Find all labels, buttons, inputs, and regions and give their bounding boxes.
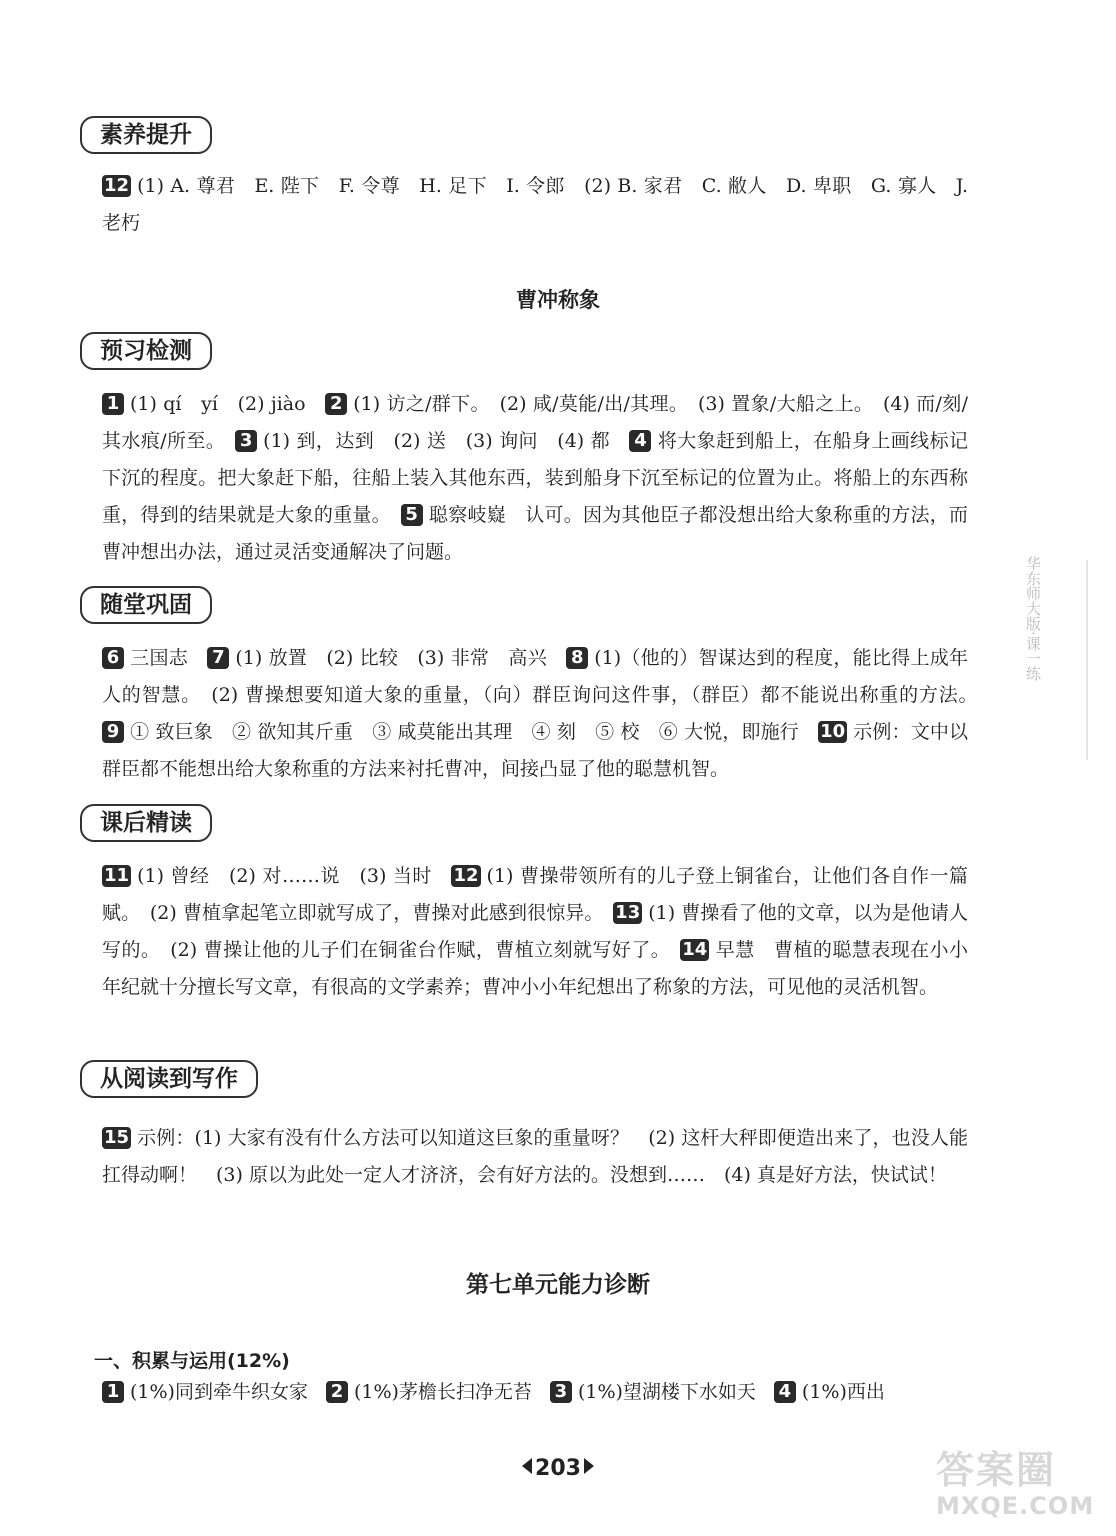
answer-text: (1) 放置 (2) 比较 (3) 非常 高兴: [235, 647, 567, 669]
question-number-badge: 2: [326, 1381, 348, 1403]
answer-text: (1%)西出: [801, 1381, 885, 1403]
answer-text: 示例：(1) 大家有没有什么方法可以知道这巨象的重量呀？ (2) 这杆大秤即便造出来了，也没人能扛得动啊！ (3) 原以为此处一定人才济济，会有好方法的。没想到…… (4) 真是好方法，快试试！: [102, 1127, 968, 1186]
page-number-text: 203: [535, 1456, 581, 1481]
question-number-badge: 14: [682, 939, 708, 960]
answer-text: (1%)茅檐长扫净无苔: [353, 1381, 532, 1403]
question-number-badge: 10: [820, 721, 846, 742]
answer-text: 聪察岐嶷 认可。因为其他臣子都没想出给大象称重的方法，而曹冲想出办法，通过灵活变通解决了问题。: [102, 504, 968, 563]
section-tab-yuedu-xiezuo: 从阅读到写作: [80, 1060, 258, 1098]
answer-text: 将大象赶到船上，在船身上画线标记下沉的程度。把大象赶下船，往船上装入其他东西，装到船身下沉至标记的位置为止。将船上的东西称重，得到的结果就是大象的重量。: [102, 430, 968, 526]
answer-text: (1) 访之/群下。 (2) 咸/莫能/出/其理。 (3) 置象/大船之上。 (4) 而/刻/其水痕/所至。: [102, 393, 968, 452]
question-number-badge: 9: [102, 721, 124, 743]
answer-text: ① 致巨象 ② 欲知其斤重 ③ 咸莫能出其理 ④ 刻 ⑤ 校 ⑥ 大悦，即施行: [130, 721, 819, 743]
question-number-badge: 2: [325, 393, 347, 415]
question-number-badge: 11: [104, 865, 130, 886]
answer-paragraph-suyang: [102, 168, 968, 242]
question-number-badge: 1: [102, 393, 124, 415]
right-arrow-icon: [584, 1458, 594, 1474]
answer-paragraph-part1: [102, 1374, 968, 1411]
question-number-badge: 4: [774, 1381, 796, 1403]
watermark-logo: [936, 1448, 1106, 1532]
answer-text: (1%)望湖楼下水如天: [577, 1381, 756, 1403]
question-number-badge: 8: [566, 647, 588, 669]
answer-text: 示例：文中以群臣都不能想出给大象称重的方法来衬托曹冲，间接凸显了他的聪慧机智。: [102, 721, 968, 780]
answer-text: (1) 曹操看了他的文章，以为是他请人写的。 (2) 曹操让他的儿子们在铜雀台作赋，曹植立刻就写好了。: [102, 902, 968, 961]
section-tab-suyang: 素养提升: [80, 116, 212, 154]
question-number-badge: 6: [102, 647, 124, 669]
section-tab-suitang: 随堂巩固: [80, 586, 212, 624]
watermark-text: 答案圈: [936, 1448, 1057, 1492]
question-number-badge: 5: [401, 504, 423, 526]
question-number-badge: 3: [235, 430, 257, 452]
answer-text: (1)（他的）智谋达到的程度，能比得上成年人的智慧。 (2) 曹操想要知道大象的重量，（向）群臣询问这件事，（群臣）都不能说出称重的方法。: [102, 647, 987, 706]
answer-text: (1) 曹操带领所有的儿子登上铜雀台，让他们各自作一篇赋。 (2) 曹植拿起笔立即就写成了，曹操对此感到很惊异。: [102, 865, 968, 924]
side-book-label: 华东师大版·课一练: [1024, 556, 1042, 681]
question-number-badge: 15: [104, 1127, 130, 1148]
answer-text: (1%)同到牵牛织女家: [130, 1381, 308, 1403]
lesson-title: 曹冲称象: [516, 287, 600, 312]
answer-text: 三国志: [130, 647, 208, 669]
answer-paragraph-yuxi: [102, 386, 968, 571]
answer-text: (1) 到，达到 (2) 送 (3) 询问 (4) 都: [263, 430, 630, 452]
watermark-url: MXQE.COM: [936, 1492, 1095, 1520]
side-divider: [1086, 560, 1088, 760]
section-tab-kehou: 课后精读: [80, 804, 212, 842]
part-heading: 一、积累与运用(12%): [94, 1350, 290, 1372]
question-number-badge: 4: [629, 430, 651, 452]
answer-text: (1) A. 尊君 E. 陛下 F. 令尊 H. 足下 I. 令郎 (2) B. 家君 C. 敝人 D. 卑职 G. 寡人 J. 老朽: [102, 175, 968, 234]
answer-text: (1) 曾经 (2) 对……说 (3) 当时: [137, 865, 452, 887]
answer-paragraph-xiezuo: [102, 1120, 968, 1194]
question-number-badge: 7: [207, 647, 229, 669]
unit-title: 第七单元能力诊断: [466, 1271, 650, 1298]
answer-text: (1) qí yí (2) jiào: [130, 393, 326, 415]
question-number-badge: 1: [102, 1381, 124, 1403]
section-tab-yuxi: 预习检测: [80, 332, 212, 370]
question-number-badge: 13: [615, 902, 641, 923]
answer-paragraph-suitang: [102, 640, 987, 788]
question-number-badge: 12: [104, 175, 130, 196]
answer-paragraph-kehou: [102, 858, 968, 1006]
question-number-badge: 12: [453, 865, 479, 886]
answer-text: 早慧 曹植的聪慧表现在小小年纪就十分擅长写文章，有很高的文学素养；曹冲小小年纪想出了称象的方法，可见他的灵活机智。: [102, 939, 968, 998]
left-arrow-icon: [522, 1458, 532, 1474]
question-number-badge: 3: [550, 1381, 572, 1403]
